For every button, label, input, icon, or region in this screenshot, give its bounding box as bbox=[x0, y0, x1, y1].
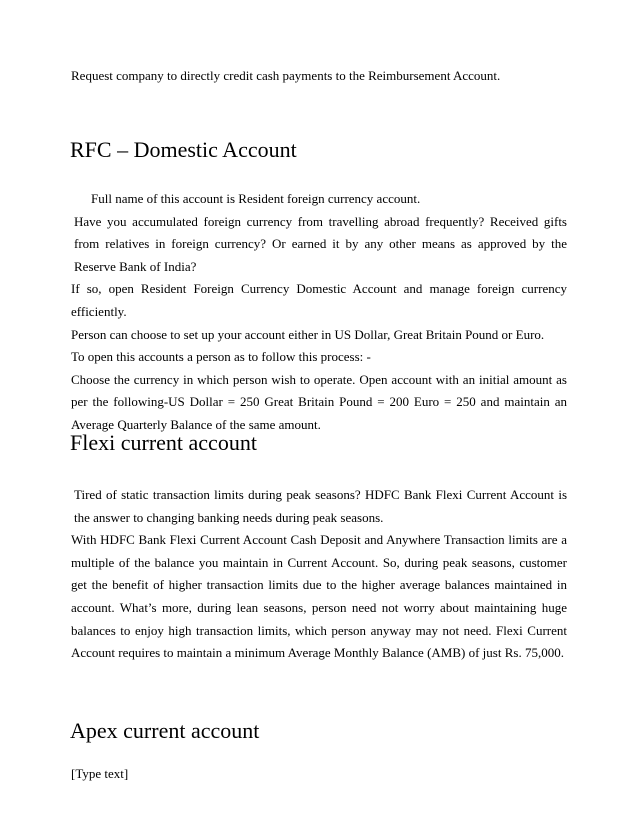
paragraph: Choose the currency in which person wish to operate. Open account with an initial amount as per the following-US Dollar = 250 Great Britain Pound = 200 Euro = 250 and maintain an Average Quarterly Balance of the same amount. bbox=[71, 371, 567, 432]
paragraph: If so, open Resident Foreign Currency Domestic Account and manage foreign currency efficiently. bbox=[71, 281, 567, 319]
paragraph: With HDFC Bank Flexi Current Account Cash Deposit and Anywhere Transaction limits are a multiple of the balance you maintain in Current Account. So, during peak seasons, customer get the benefit of higher transaction limits due to the higher average balances maintained in account. What’s more, during lean seasons, person need not worry about maintaining huge balances to enjoy high transaction limits, which person anyway may not need. Flexi Current Account requires to maintain a minimum Average Monthly Balance (AMB) of just Rs. 75,000. bbox=[71, 532, 567, 661]
heading-apex-current-account: Apex current account bbox=[70, 718, 260, 743]
paragraph: To open this accounts a person as to follow this process: - bbox=[71, 349, 371, 365]
heading-rfc-domestic-account: RFC – Domestic Account bbox=[70, 137, 297, 162]
footer-placeholder-text: [Type text] bbox=[71, 766, 129, 781]
paragraph: Have you accumulated foreign currency from travelling abroad frequently? Received gifts from relatives in foreign currency? Or earned it by any other means as approved by the Reserve Bank of India? bbox=[74, 213, 567, 274]
paragraph: Full name of this account is Resident foreign currency account. bbox=[91, 191, 421, 206]
section-rfc-body bbox=[71, 188, 567, 437]
section-flexi-body bbox=[71, 484, 567, 665]
paragraph: Tired of static transaction limits during peak seasons? HDFC Bank Flexi Current Account is the answer to changing banking needs during peak seasons. bbox=[74, 487, 567, 525]
heading-flexi-current-account: Flexi current account bbox=[70, 430, 257, 455]
intro-text: Request company to directly credit cash payments to the Reimbursement Account. bbox=[71, 68, 501, 83]
paragraph: Person can choose to set up your account either in US Dollar, Great Britain Pound or Euro. bbox=[71, 326, 545, 342]
